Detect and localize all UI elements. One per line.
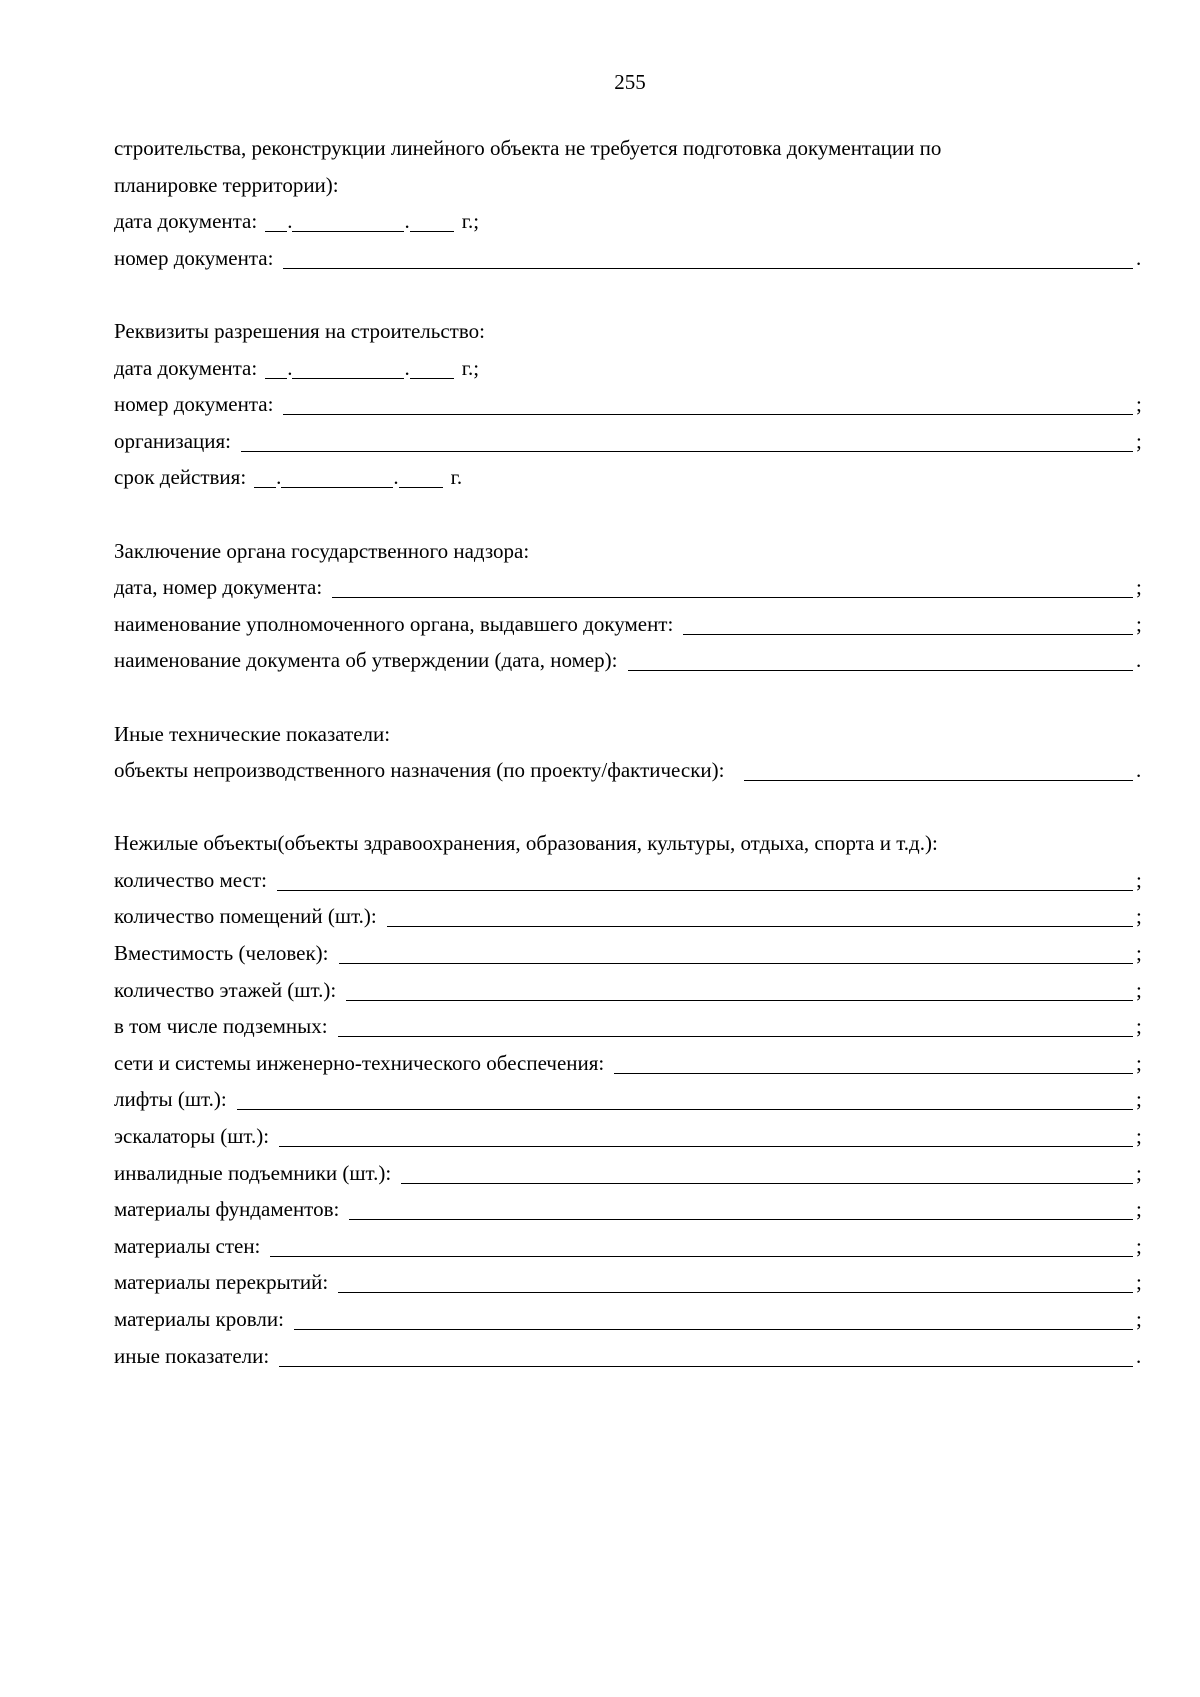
field-label: наименование уполномоченного органа, выдавшего документ: bbox=[114, 611, 674, 636]
field-blank[interactable] bbox=[683, 606, 1133, 635]
other-tech-heading: Иные технические показатели: bbox=[114, 721, 391, 746]
year-blank[interactable] bbox=[399, 459, 443, 488]
field-label: организация: bbox=[114, 428, 231, 453]
permit-heading: Реквизиты разрешения на строительство: bbox=[114, 318, 485, 343]
nonresidential-field bbox=[114, 972, 1144, 1009]
field-blank[interactable] bbox=[339, 935, 1133, 964]
field-blank[interactable] bbox=[628, 642, 1133, 671]
field-end: ; bbox=[1136, 1307, 1142, 1331]
field-blank[interactable] bbox=[294, 1301, 1133, 1330]
permit-org-field bbox=[114, 423, 1144, 460]
field-blank[interactable] bbox=[283, 386, 1133, 415]
year-blank[interactable] bbox=[410, 203, 454, 232]
nonresidential-field bbox=[114, 1045, 1144, 1082]
field-label: количество помещений (шт.): bbox=[114, 904, 377, 929]
field-blank[interactable] bbox=[401, 1155, 1133, 1184]
field-label: объекты непроизводственного назначения (по проекту/фактически): bbox=[114, 758, 725, 783]
field-blank[interactable] bbox=[338, 1008, 1133, 1037]
field-blank[interactable] bbox=[346, 972, 1133, 1001]
field-end: . bbox=[1136, 758, 1142, 783]
nonresidential-field bbox=[114, 1338, 1144, 1375]
field-label: лифты (шт.): bbox=[114, 1087, 227, 1112]
field-end: ; bbox=[1136, 977, 1142, 1002]
date-label: дата документа: bbox=[114, 209, 258, 234]
field-blank[interactable] bbox=[241, 423, 1133, 452]
field-label: материалы перекрытий: bbox=[114, 1270, 329, 1295]
field-blank[interactable] bbox=[279, 1118, 1133, 1147]
field-label: материалы фундаментов: bbox=[114, 1197, 340, 1222]
field-label: инвалидные подъемники (шт.): bbox=[114, 1160, 392, 1185]
field-end: . bbox=[1136, 1343, 1142, 1368]
day-blank[interactable] bbox=[265, 203, 287, 232]
field-end: ; bbox=[1136, 1197, 1142, 1222]
field-end: ; bbox=[1136, 904, 1142, 929]
field-end: ; bbox=[1136, 1050, 1142, 1075]
permit-term-field: срок действия: . . г. bbox=[114, 459, 1144, 496]
permit-number-field bbox=[114, 386, 1144, 423]
nonresidential-field bbox=[114, 1264, 1144, 1301]
field-label: номер документа: bbox=[114, 392, 274, 417]
field-end: ; bbox=[1136, 1087, 1142, 1112]
field-label: в том числе подземных: bbox=[114, 1014, 328, 1039]
nonresidential-field bbox=[114, 935, 1144, 972]
nonresidential-field bbox=[114, 1155, 1144, 1192]
date-label: дата документа: bbox=[114, 355, 258, 380]
nonresidential-field bbox=[114, 1008, 1144, 1045]
nonresidential-heading: Нежилые объекты(объекты здравоохранения, образования, культуры, отдыха, спорта и т.д.): bbox=[114, 831, 938, 856]
field-label: эскалаторы (шт.): bbox=[114, 1124, 270, 1149]
supervision-heading: Заключение органа государственного надзора: bbox=[114, 538, 530, 563]
supervision-field bbox=[114, 569, 1144, 606]
field-label: материалы кровли: bbox=[114, 1307, 284, 1331]
field-blank[interactable] bbox=[270, 1228, 1133, 1257]
other-tech-field bbox=[114, 752, 1144, 789]
field-end: ; bbox=[1136, 941, 1142, 966]
field-label: Вместимость (человек): bbox=[114, 941, 329, 966]
page-number: 255 bbox=[614, 70, 646, 94]
field-label: дата, номер документа: bbox=[114, 575, 323, 600]
supervision-field bbox=[114, 606, 1144, 643]
day-blank[interactable] bbox=[265, 350, 287, 379]
nonresidential-fields bbox=[114, 862, 1144, 1374]
field-end: ; bbox=[1136, 1124, 1142, 1149]
field-label: количество этажей (шт.): bbox=[114, 977, 337, 1002]
nonresidential-field bbox=[114, 1228, 1144, 1265]
field-end: ; bbox=[1136, 611, 1142, 636]
field-blank[interactable] bbox=[279, 1338, 1133, 1367]
year-blank[interactable] bbox=[410, 350, 454, 379]
field-blank[interactable] bbox=[349, 1191, 1133, 1220]
field-end: ; bbox=[1136, 575, 1142, 600]
field-label: количество мест: bbox=[114, 867, 267, 892]
date-suffix: г.; bbox=[461, 209, 480, 234]
field-blank[interactable] bbox=[387, 898, 1133, 927]
field-end: ; bbox=[1136, 1270, 1142, 1295]
nonresidential-field bbox=[114, 898, 1144, 935]
field-label: иные показатели: bbox=[114, 1343, 270, 1368]
intro-number-field bbox=[114, 240, 1144, 277]
term-label: срок действия: bbox=[114, 465, 247, 490]
field-end: ; bbox=[1136, 1014, 1142, 1039]
nonresidential-field bbox=[114, 862, 1144, 899]
field-blank[interactable] bbox=[614, 1045, 1133, 1074]
field-label: номер документа: bbox=[114, 245, 274, 270]
intro-line-2: планировке территории): bbox=[114, 172, 339, 197]
field-blank[interactable] bbox=[744, 752, 1133, 781]
field-end: . bbox=[1136, 245, 1142, 270]
intro-line-1: строительства, реконструкции линейного объекта не требуется подготовка документации по bbox=[114, 136, 942, 160]
nonresidential-field bbox=[114, 1301, 1144, 1338]
month-blank[interactable] bbox=[292, 203, 404, 232]
day-blank[interactable] bbox=[254, 459, 276, 488]
field-end: ; bbox=[1136, 867, 1142, 892]
supervision-field bbox=[114, 642, 1144, 679]
field-label: наименование документа об утверждении (дата, номер): bbox=[114, 648, 618, 673]
field-end: ; bbox=[1136, 1233, 1142, 1258]
field-blank[interactable] bbox=[283, 240, 1133, 269]
field-label: материалы стен: bbox=[114, 1233, 261, 1258]
field-blank[interactable] bbox=[237, 1081, 1133, 1110]
field-blank[interactable] bbox=[277, 862, 1133, 891]
field-label: сети и системы инженерно-технического обеспечения: bbox=[114, 1050, 605, 1075]
field-end: . bbox=[1136, 648, 1142, 673]
intro-date-field: дата документа: . . г.; bbox=[114, 203, 1144, 240]
field-blank[interactable] bbox=[338, 1264, 1133, 1293]
month-blank[interactable] bbox=[292, 350, 404, 379]
nonresidential-field bbox=[114, 1081, 1144, 1118]
month-blank[interactable] bbox=[281, 459, 393, 488]
nonresidential-field bbox=[114, 1118, 1144, 1155]
field-blank[interactable] bbox=[332, 569, 1133, 598]
term-suffix: г. bbox=[450, 465, 463, 490]
date-suffix: г.; bbox=[461, 355, 480, 380]
permit-date-field: дата документа: . . г.; bbox=[114, 350, 1144, 387]
nonresidential-field bbox=[114, 1191, 1144, 1228]
field-end: ; bbox=[1136, 1160, 1142, 1185]
form-body bbox=[114, 130, 1144, 1374]
field-end: ; bbox=[1136, 428, 1142, 453]
field-end: ; bbox=[1136, 392, 1142, 417]
